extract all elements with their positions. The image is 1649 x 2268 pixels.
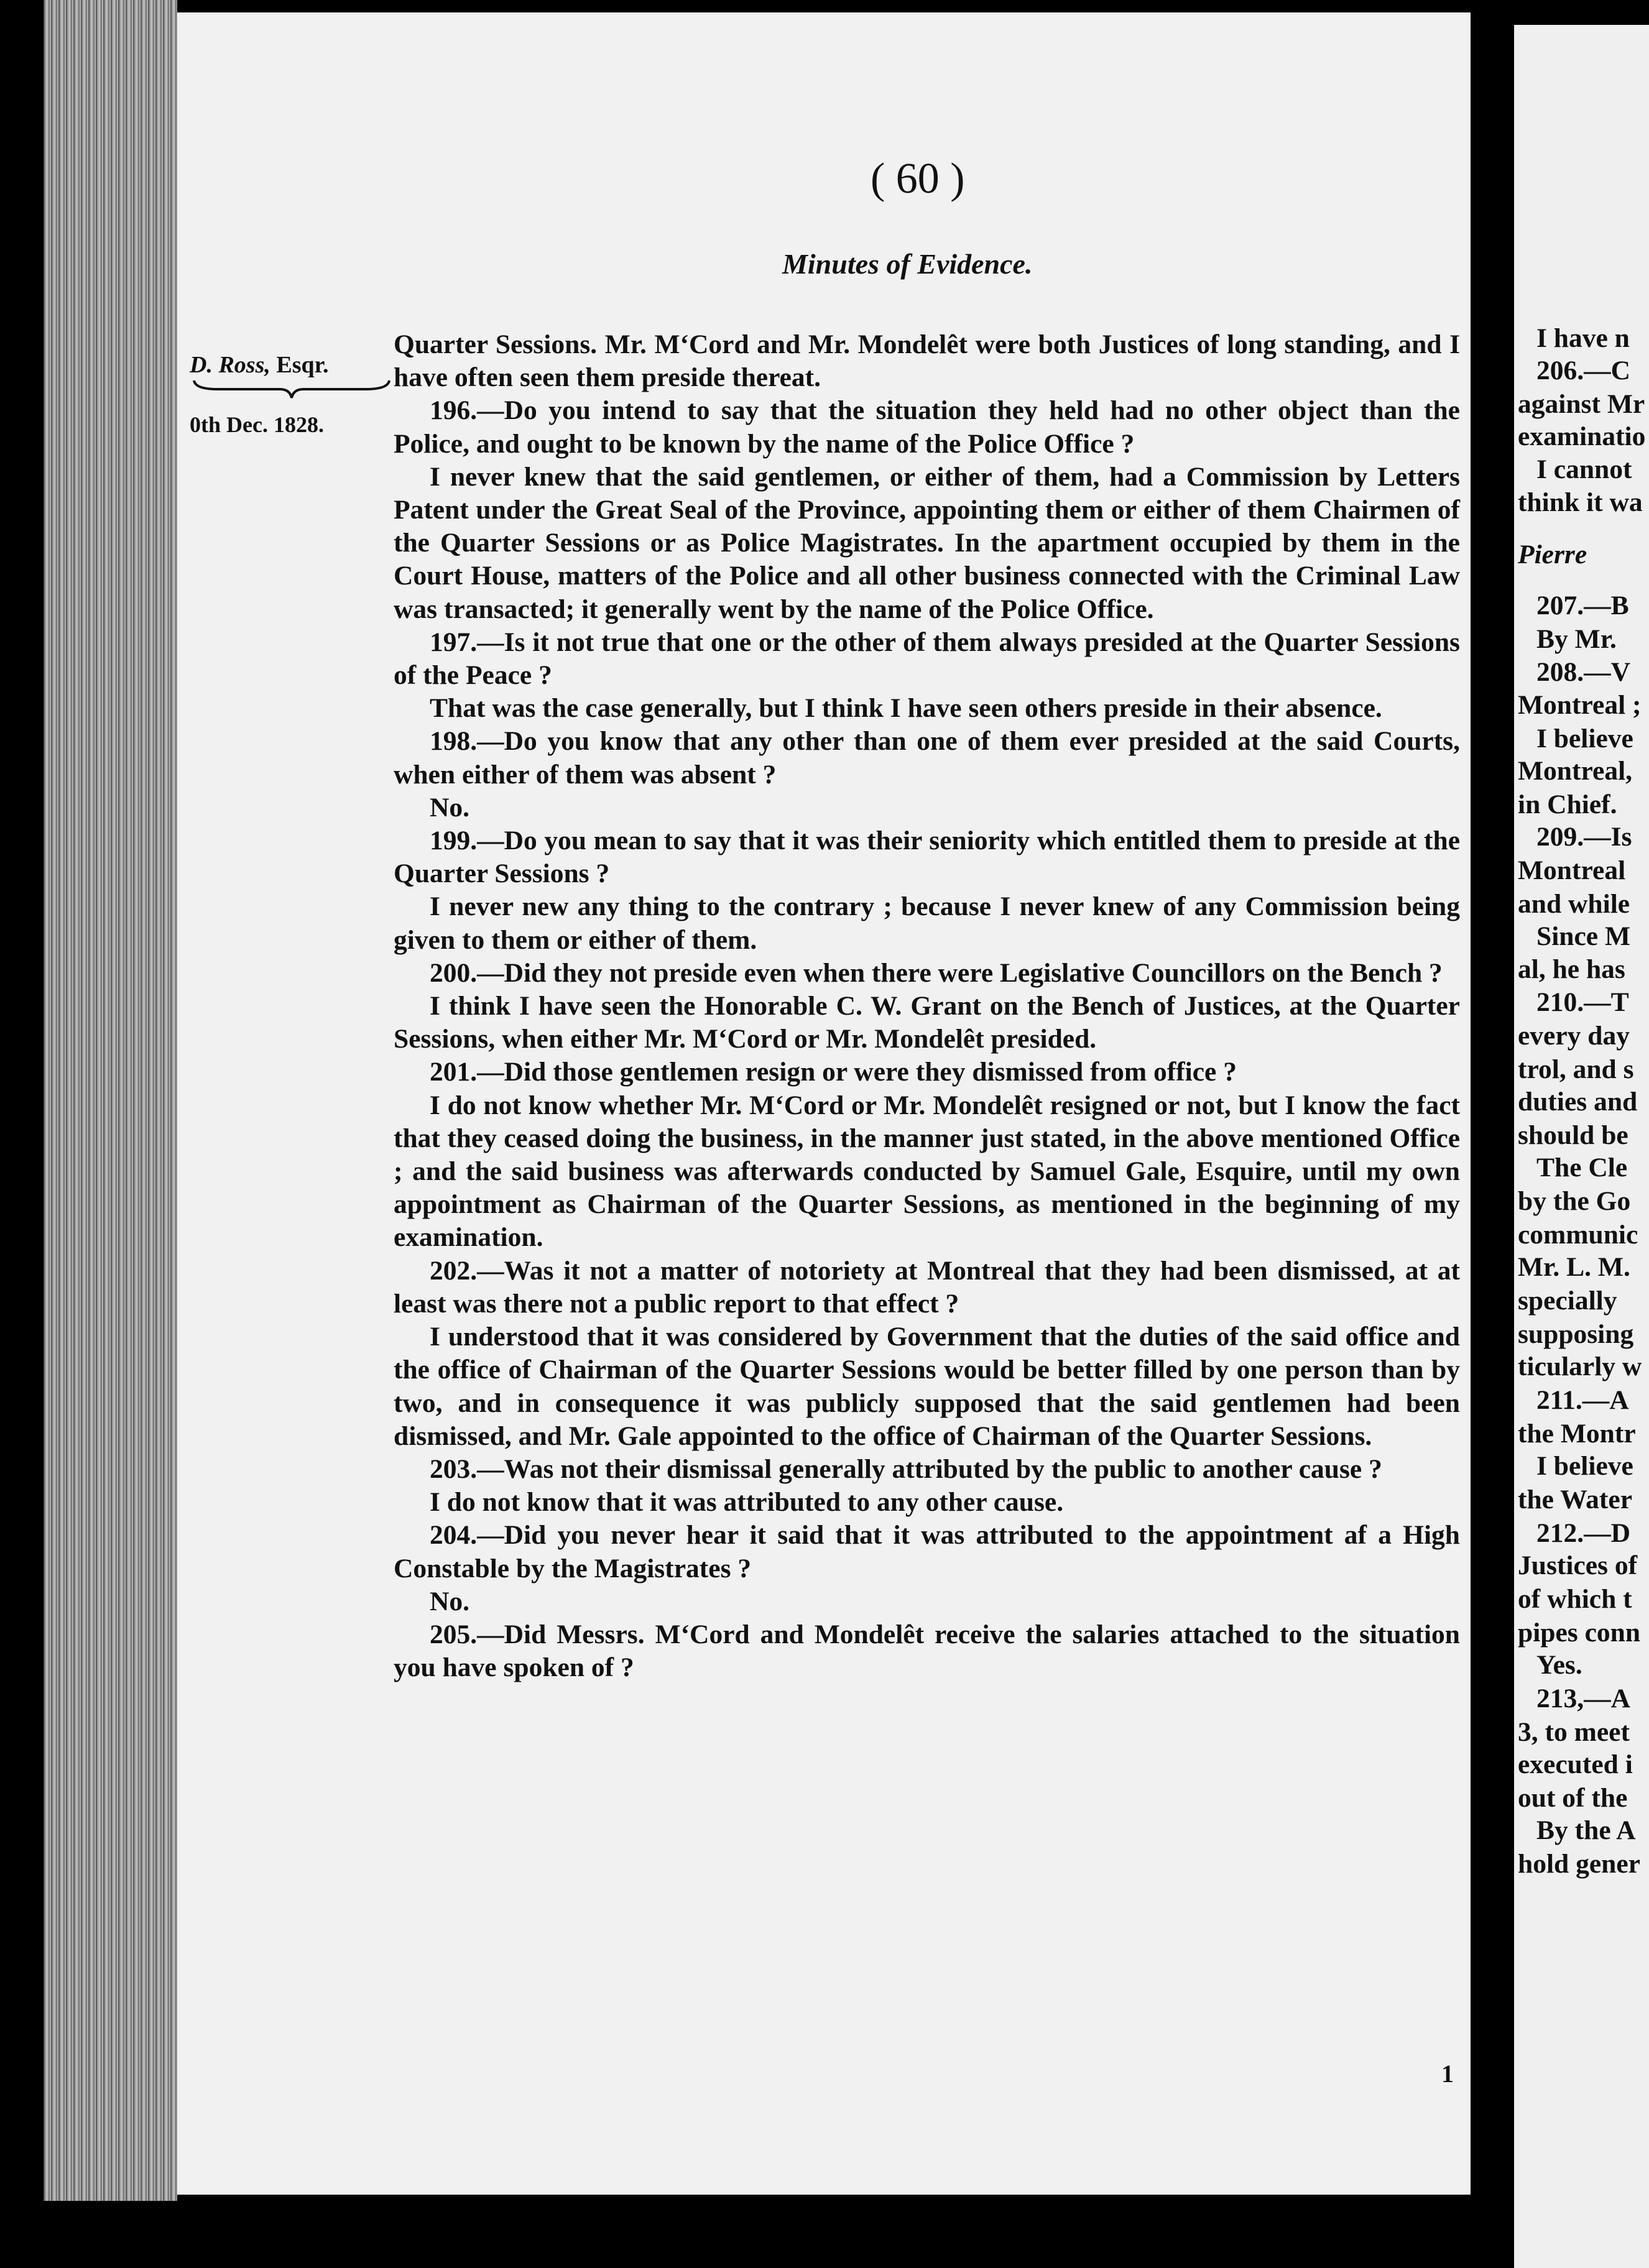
page-number: ( 60 ) xyxy=(871,155,965,203)
facing-page-line: Justices of xyxy=(1518,1551,1638,1580)
facing-page-line: 208.—V xyxy=(1536,657,1631,687)
book-page-edges xyxy=(44,0,177,2201)
facing-page-line: 213,—A xyxy=(1536,1684,1631,1713)
facing-page-line: specially xyxy=(1518,1286,1617,1316)
facing-page xyxy=(1514,25,1649,2268)
margin-date: 0th Dec. 1828. xyxy=(190,412,324,437)
facing-page-line: I have n xyxy=(1536,323,1630,353)
answer-paragraph: I never knew that the said gentlemen, or either of them, had a Commission by Letters Patent under the Great Seal of the Province, appointing them or either of them Chairmen of the Quarter Sessions or as Police Magistrates. In the apartment occupied by them in the Court House, matters of the Police and all other business connected with the Criminal Law was transacted; it generally went by the name of the Police Office. xyxy=(394,461,1460,624)
facing-page-line: 211.—A xyxy=(1536,1385,1629,1415)
facing-page-line: and while xyxy=(1518,889,1630,919)
facing-page-line: I cannot xyxy=(1536,454,1632,484)
question-paragraph: 196.—Do you intend to say that the situation they held had no other object than the Police, and ought to be known by the name of the Police Office ? xyxy=(394,395,1460,459)
facing-page-line: 212.—D xyxy=(1536,1518,1631,1548)
facing-page-line: Yes. xyxy=(1536,1650,1582,1680)
facing-page-line: should be xyxy=(1518,1120,1628,1150)
facing-page-line: of which t xyxy=(1518,1584,1632,1614)
margin-brace xyxy=(193,378,390,400)
facing-page-line: 206.—C xyxy=(1536,356,1631,385)
question-paragraph: 204.—Did you never hear it said that it was attributed to the appointment af a High Constable by the Magistrates ? xyxy=(394,1520,1460,1583)
facing-page-line: Montreal ; xyxy=(1518,690,1642,720)
facing-page-line: ticularly w xyxy=(1518,1352,1642,1381)
facing-page-line: The Cle xyxy=(1536,1153,1628,1182)
facing-page-line: trol, and s xyxy=(1518,1054,1634,1084)
answer-paragraph: I never new any thing to the contrary ; because I never knew of any Commission being given to them or either of them. xyxy=(394,892,1460,955)
facing-page-line: I believe xyxy=(1536,724,1633,754)
question-paragraph: 199.—Do you mean to say that it was their seniority which entitled them to preside at the Quarter Sessions ? xyxy=(394,826,1460,889)
facing-page-line: Montreal xyxy=(1518,855,1626,885)
facing-page-line: hold gener xyxy=(1518,1849,1640,1879)
answer-paragraph: I do not know that it was attributed to any other cause. xyxy=(430,1487,1064,1518)
facing-page-line: the Water xyxy=(1518,1485,1633,1514)
facing-page-line: al, he has xyxy=(1518,954,1625,984)
facing-page-line: the Montr xyxy=(1518,1419,1636,1449)
facing-page-line: Montreal, xyxy=(1518,756,1633,786)
facing-page-line: I believe xyxy=(1536,1451,1633,1481)
evidence-text xyxy=(394,328,1460,1684)
facing-page-line: against Mr xyxy=(1518,389,1645,419)
facing-page-line: 3, to meet xyxy=(1518,1717,1630,1747)
continued-paragraph: Quarter Sessions. Mr. M‘Cord and Mr. Mondelêt were both Justices of long standing, and I have often seen them preside thereat. xyxy=(394,330,1460,393)
answer-paragraph: I do not know whether Mr. M‘Cord or Mr. Mondelêt resigned or not, but I know the fact that they ceased doing the business, in the manner just stated, in the above mentioned Office ; and the said business was afterwards conducted by Samuel Gale, Esquire, until my own appointment as Chairman of the Quarter Sessions, as mentioned in the beginning of my examination. xyxy=(394,1090,1460,1253)
facing-page-line: in Chief. xyxy=(1518,790,1617,819)
witness-title: Esqr. xyxy=(276,352,329,378)
facing-page-line: By Mr. xyxy=(1536,624,1617,654)
witness-name: D. Ross, xyxy=(190,352,270,378)
facing-page-line: every day xyxy=(1518,1021,1630,1051)
question-paragraph: 200.—Did they not preside even when there were Legislative Councillors on the Bench ? xyxy=(430,957,1443,988)
facing-page-line: Since M xyxy=(1536,921,1631,951)
question-paragraph: 205.—Did Messrs. M‘Cord and Mondelêt receive the salaries attached to the situation you have spoken of ? xyxy=(394,1619,1460,1683)
facing-page-line: pipes conn xyxy=(1518,1618,1641,1648)
facing-page-line: Mr. L. M. xyxy=(1518,1252,1630,1282)
running-head: Minutes of Evidence. xyxy=(782,248,1033,280)
facing-page-line: think it wa xyxy=(1518,487,1643,517)
question-paragraph: 203.—Was not their dismissal generally attributed by the public to another cause ? xyxy=(430,1454,1382,1484)
question-paragraph: 197.—Is it not true that one or the other of them always presided at the Quarter Sessions of the Peace ? xyxy=(394,627,1460,691)
facing-page-line: 207.—B xyxy=(1536,591,1629,620)
answer-paragraph: No. xyxy=(430,1586,470,1616)
facing-page-line: 210.—T xyxy=(1536,987,1629,1017)
question-paragraph: 201.—Did those gentlemen resign or were they dismissed from office ? xyxy=(430,1057,1237,1087)
margin-witness-name xyxy=(190,351,329,379)
answer-paragraph: No. xyxy=(430,792,470,823)
facing-page-line: By the A xyxy=(1536,1815,1636,1845)
page-footer-mark: 1 xyxy=(1441,2060,1454,2088)
answer-paragraph: I think I have seen the Honorable C. W. Grant on the Bench of Justices, at the Quarter Sessions, when either Mr. M‘Cord or Mr. Mondelêt presided. xyxy=(394,991,1460,1054)
answer-paragraph: That was the case generally, but I think I have seen others preside in their absence. xyxy=(430,693,1382,724)
question-paragraph: 198.—Do you know that any other than one of them ever presided at the said Courts, when either of them was absent ? xyxy=(394,726,1460,790)
facing-page-line: 209.—Is xyxy=(1536,822,1632,852)
facing-page-line: supposing xyxy=(1518,1319,1634,1349)
facing-page-line: by the Go xyxy=(1518,1186,1631,1216)
facing-page-line: out of the xyxy=(1518,1783,1628,1813)
facing-page-line: examinatio xyxy=(1518,422,1646,451)
question-paragraph: 202.—Was it not a matter of notoriety at Montreal that they had been dismissed, at at least was there not a public report to that effect ? xyxy=(394,1255,1460,1319)
facing-page-line: executed i xyxy=(1518,1749,1633,1779)
facing-page-line: communic xyxy=(1518,1220,1638,1250)
facing-page-line: Pierre xyxy=(1518,540,1587,569)
book-gutter xyxy=(1471,0,1514,2268)
answer-paragraph: I understood that it was considered by Government that the duties of the said office and the office of Chairman of the Quarter Sessions would be better filled by one person than by two, and in consequence it was publicly supposed that the said gentlemen had been dismissed, and Mr. Gale appointed to the office of Chairman of the Quarter Sessions. xyxy=(394,1322,1460,1451)
facing-page-line: duties and xyxy=(1518,1087,1638,1117)
